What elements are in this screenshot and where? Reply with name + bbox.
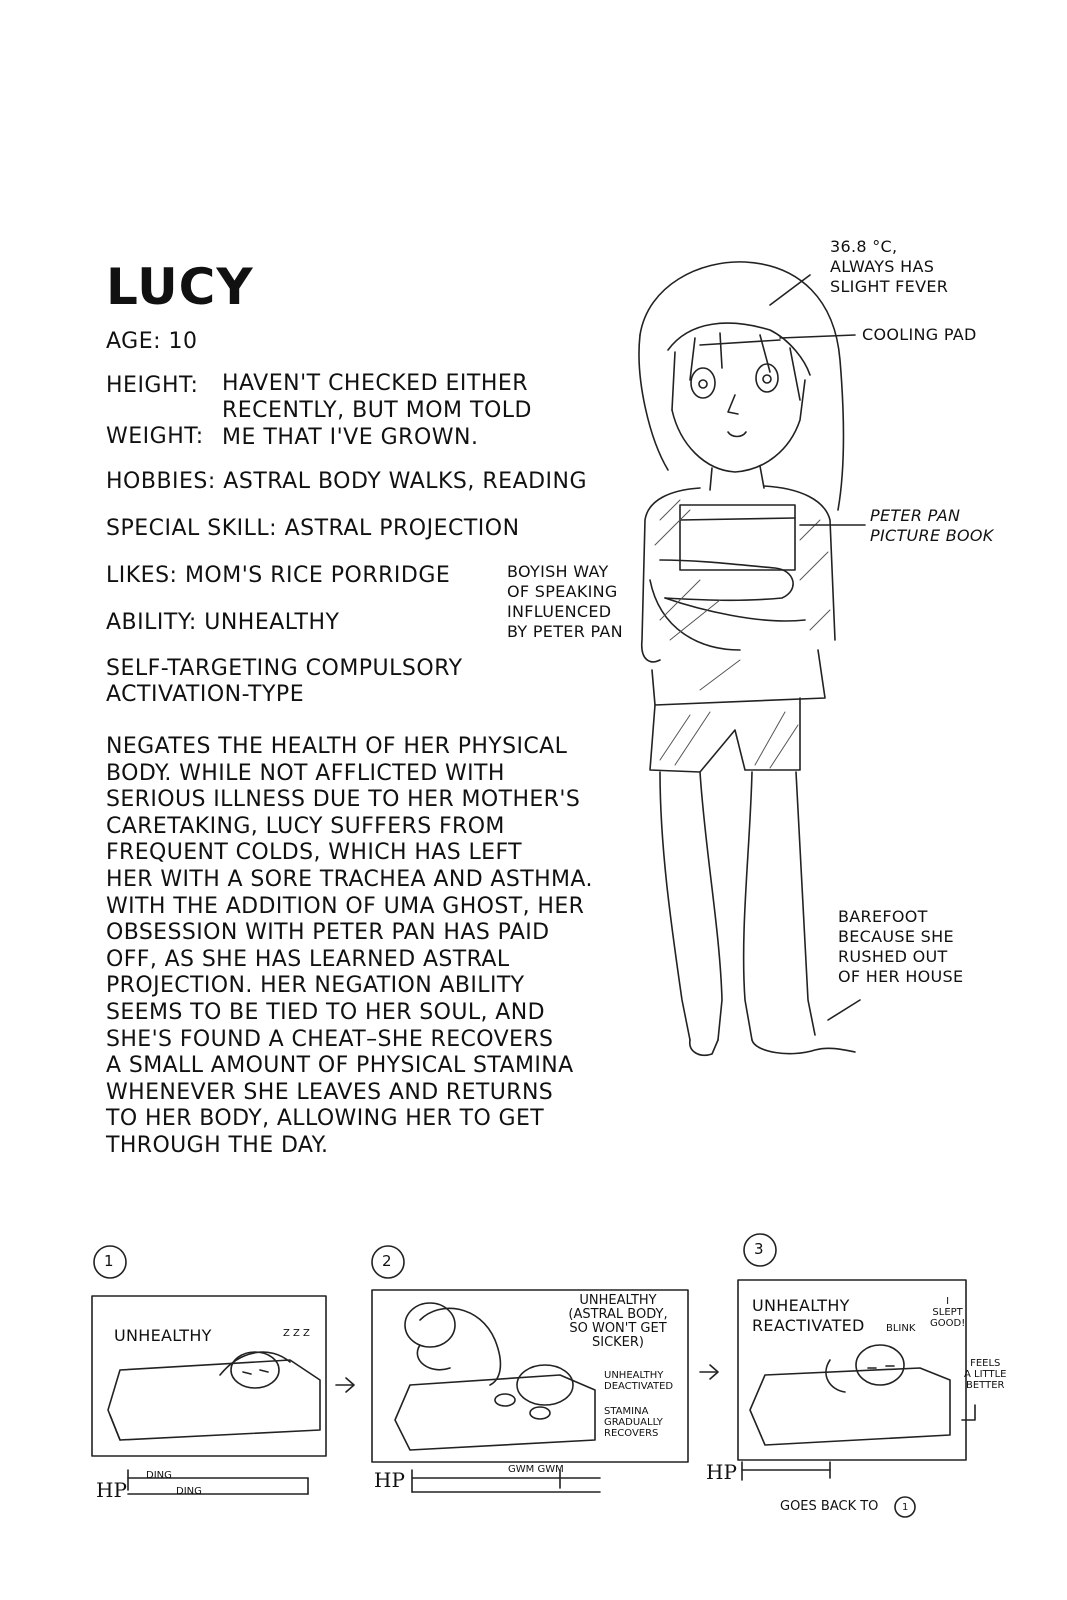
fever-line: 36.8 °C, [830,237,898,256]
description-line: THROUGH THE DAY. [106,1132,329,1158]
panel-3-number: 3 [754,1240,764,1258]
special-skill-field: SPECIAL SKILL: ASTRAL PROJECTION [106,516,520,541]
arrow-panel1-to-panel2 [336,1378,354,1392]
hobbies-field: HOBBIES: ASTRAL BODY WALKS, READING [106,469,588,494]
barefoot-annotation [838,907,963,987]
goes-back-number: 1 [902,1502,909,1513]
description-line: OFF, AS SHE HAS LEARNED ASTRAL [106,946,510,972]
character-name: LUCY [106,258,254,316]
panel-2-stamina-note [604,1406,663,1439]
height-weight-line-3: ME THAT I'VE GROWN. [222,425,479,450]
feels-line: FEELS [970,1358,1001,1369]
barefoot-line: RUSHED OUT [838,947,948,966]
panel-1-sfx-ding-2: DING [176,1486,202,1497]
panel-3-label-line: REACTIVATED [752,1316,865,1335]
panel-3-hp-label: HP [706,1460,737,1484]
description-line: SERIOUS ILLNESS DUE TO HER MOTHER'S [106,787,581,813]
panel-2-label-line: UNHEALTHY [579,1293,657,1308]
book-line: PETER PAN [870,506,961,525]
ability-type-line-1: SELF-TARGETING COMPULSORY [106,656,463,681]
height-label: HEIGHT: [106,373,199,398]
feels-line: A LITTLE [964,1369,1007,1380]
description-line: SEEMS TO BE TIED TO HER SOUL, AND [106,999,545,1025]
barefoot-line: BAREFOOT [838,907,928,926]
panel-1-label: UNHEALTHY [114,1326,212,1345]
speech-line: INFLUENCED [507,602,612,621]
ability-field: ABILITY: UNHEALTHY [106,610,340,635]
speech-annotation [507,562,623,642]
speech-line: BOYISH WAY [507,562,609,581]
age-field: AGE: 10 [106,329,198,354]
barefoot-line: BECAUSE SHE [838,927,954,946]
panel-3-feels-note [964,1358,1006,1391]
deactivated-line: UNHEALTHY [604,1370,664,1381]
slept-line: I [946,1296,950,1307]
panel-2-label [558,1294,678,1350]
description-line: NEGATES THE HEALTH OF HER PHYSICAL [106,734,568,759]
panel-1-number: 1 [104,1252,114,1270]
feels-line: BETTER [965,1380,1005,1391]
panel-3-drawing [738,1234,975,1517]
panel-2-label-line: SO WON'T GET [569,1321,667,1336]
description-line: HER WITH A SORE TRACHEA AND ASTHMA. [106,866,593,892]
speech-line: OF SPEAKING [507,582,618,601]
ability-type-line-2: ACTIVATION-TYPE [106,682,305,707]
deactivated-line: DEACTIVATED [604,1381,674,1392]
description-line: SHE'S FOUND A CHEAT–SHE RECOVERS [106,1026,554,1052]
slept-line: SLEPT [932,1307,963,1318]
speech-line: BY PETER PAN [507,622,623,641]
panel-2-sfx: GWM GWM [508,1464,564,1475]
panel-2-hp-label: HP [374,1468,405,1492]
panel-1-zzz: Z Z Z [283,1328,310,1339]
fever-line: ALWAYS HAS [830,257,935,276]
panel-1-drawing [92,1246,326,1494]
fever-line: SLIGHT FEVER [830,277,949,296]
panel-2-deactivated-note [604,1370,673,1392]
fever-annotation [830,237,948,297]
height-weight-line-2: RECENTLY, BUT MOM TOLD [222,398,532,423]
slept-line: GOOD! [930,1318,966,1329]
description-line: PROJECTION. HER NEGATION ABILITY [106,973,525,999]
description-line: CARETAKING, LUCY SUFFERS FROM [106,813,505,839]
panel-2-label-line: SICKER) [591,1335,644,1350]
book-annotation [870,506,994,546]
description-line: FREQUENT COLDS, WHICH HAS LEFT [106,840,522,866]
description-line: A SMALL AMOUNT OF PHYSICAL STAMINA [106,1053,574,1079]
description-line: WHENEVER SHE LEAVES AND RETURNS [106,1079,554,1105]
likes-field: LIKES: MOM'S RICE PORRIDGE [106,563,451,588]
description-line: WITH THE ADDITION OF UMA GHOST, HER [106,893,585,919]
ability-description [106,734,626,1160]
panel-2-label-line: (ASTRAL BODY, [568,1307,668,1322]
panel-2-number: 2 [382,1252,392,1270]
stamina-line: STAMINA [604,1406,649,1417]
stamina-line: GRADUALLY [604,1417,663,1428]
panel-2-drawing [372,1246,688,1492]
panel-3-slept-bubble [930,1296,965,1329]
height-weight-line-1: HAVEN'T CHECKED EITHER [222,371,529,396]
panel-3-label [752,1296,865,1336]
arrow-panel2-to-panel3 [700,1365,718,1379]
description-line: TO HER BODY, ALLOWING HER TO GET [106,1106,545,1132]
panel-1-sfx-ding-1: DING [146,1470,172,1481]
goes-back-note: GOES BACK TO [780,1499,879,1514]
panel-3-label-line: UNHEALTHY [752,1296,850,1315]
barefoot-line: OF HER HOUSE [838,967,964,986]
weight-label: WEIGHT: [106,424,204,449]
description-line: OBSESSION WITH PETER PAN HAS PAID [106,920,550,946]
cooling-pad-annotation: COOLING PAD [862,325,977,344]
description-line: BODY. WHILE NOT AFFLICTED WITH [106,760,505,786]
panel-1-hp-label: HP [96,1478,127,1502]
book-line: PICTURE BOOK [870,526,994,545]
lucy-character-sketch [639,262,865,1055]
panel-3-blink: BLINK [886,1323,916,1334]
stamina-line: RECOVERS [604,1428,659,1439]
